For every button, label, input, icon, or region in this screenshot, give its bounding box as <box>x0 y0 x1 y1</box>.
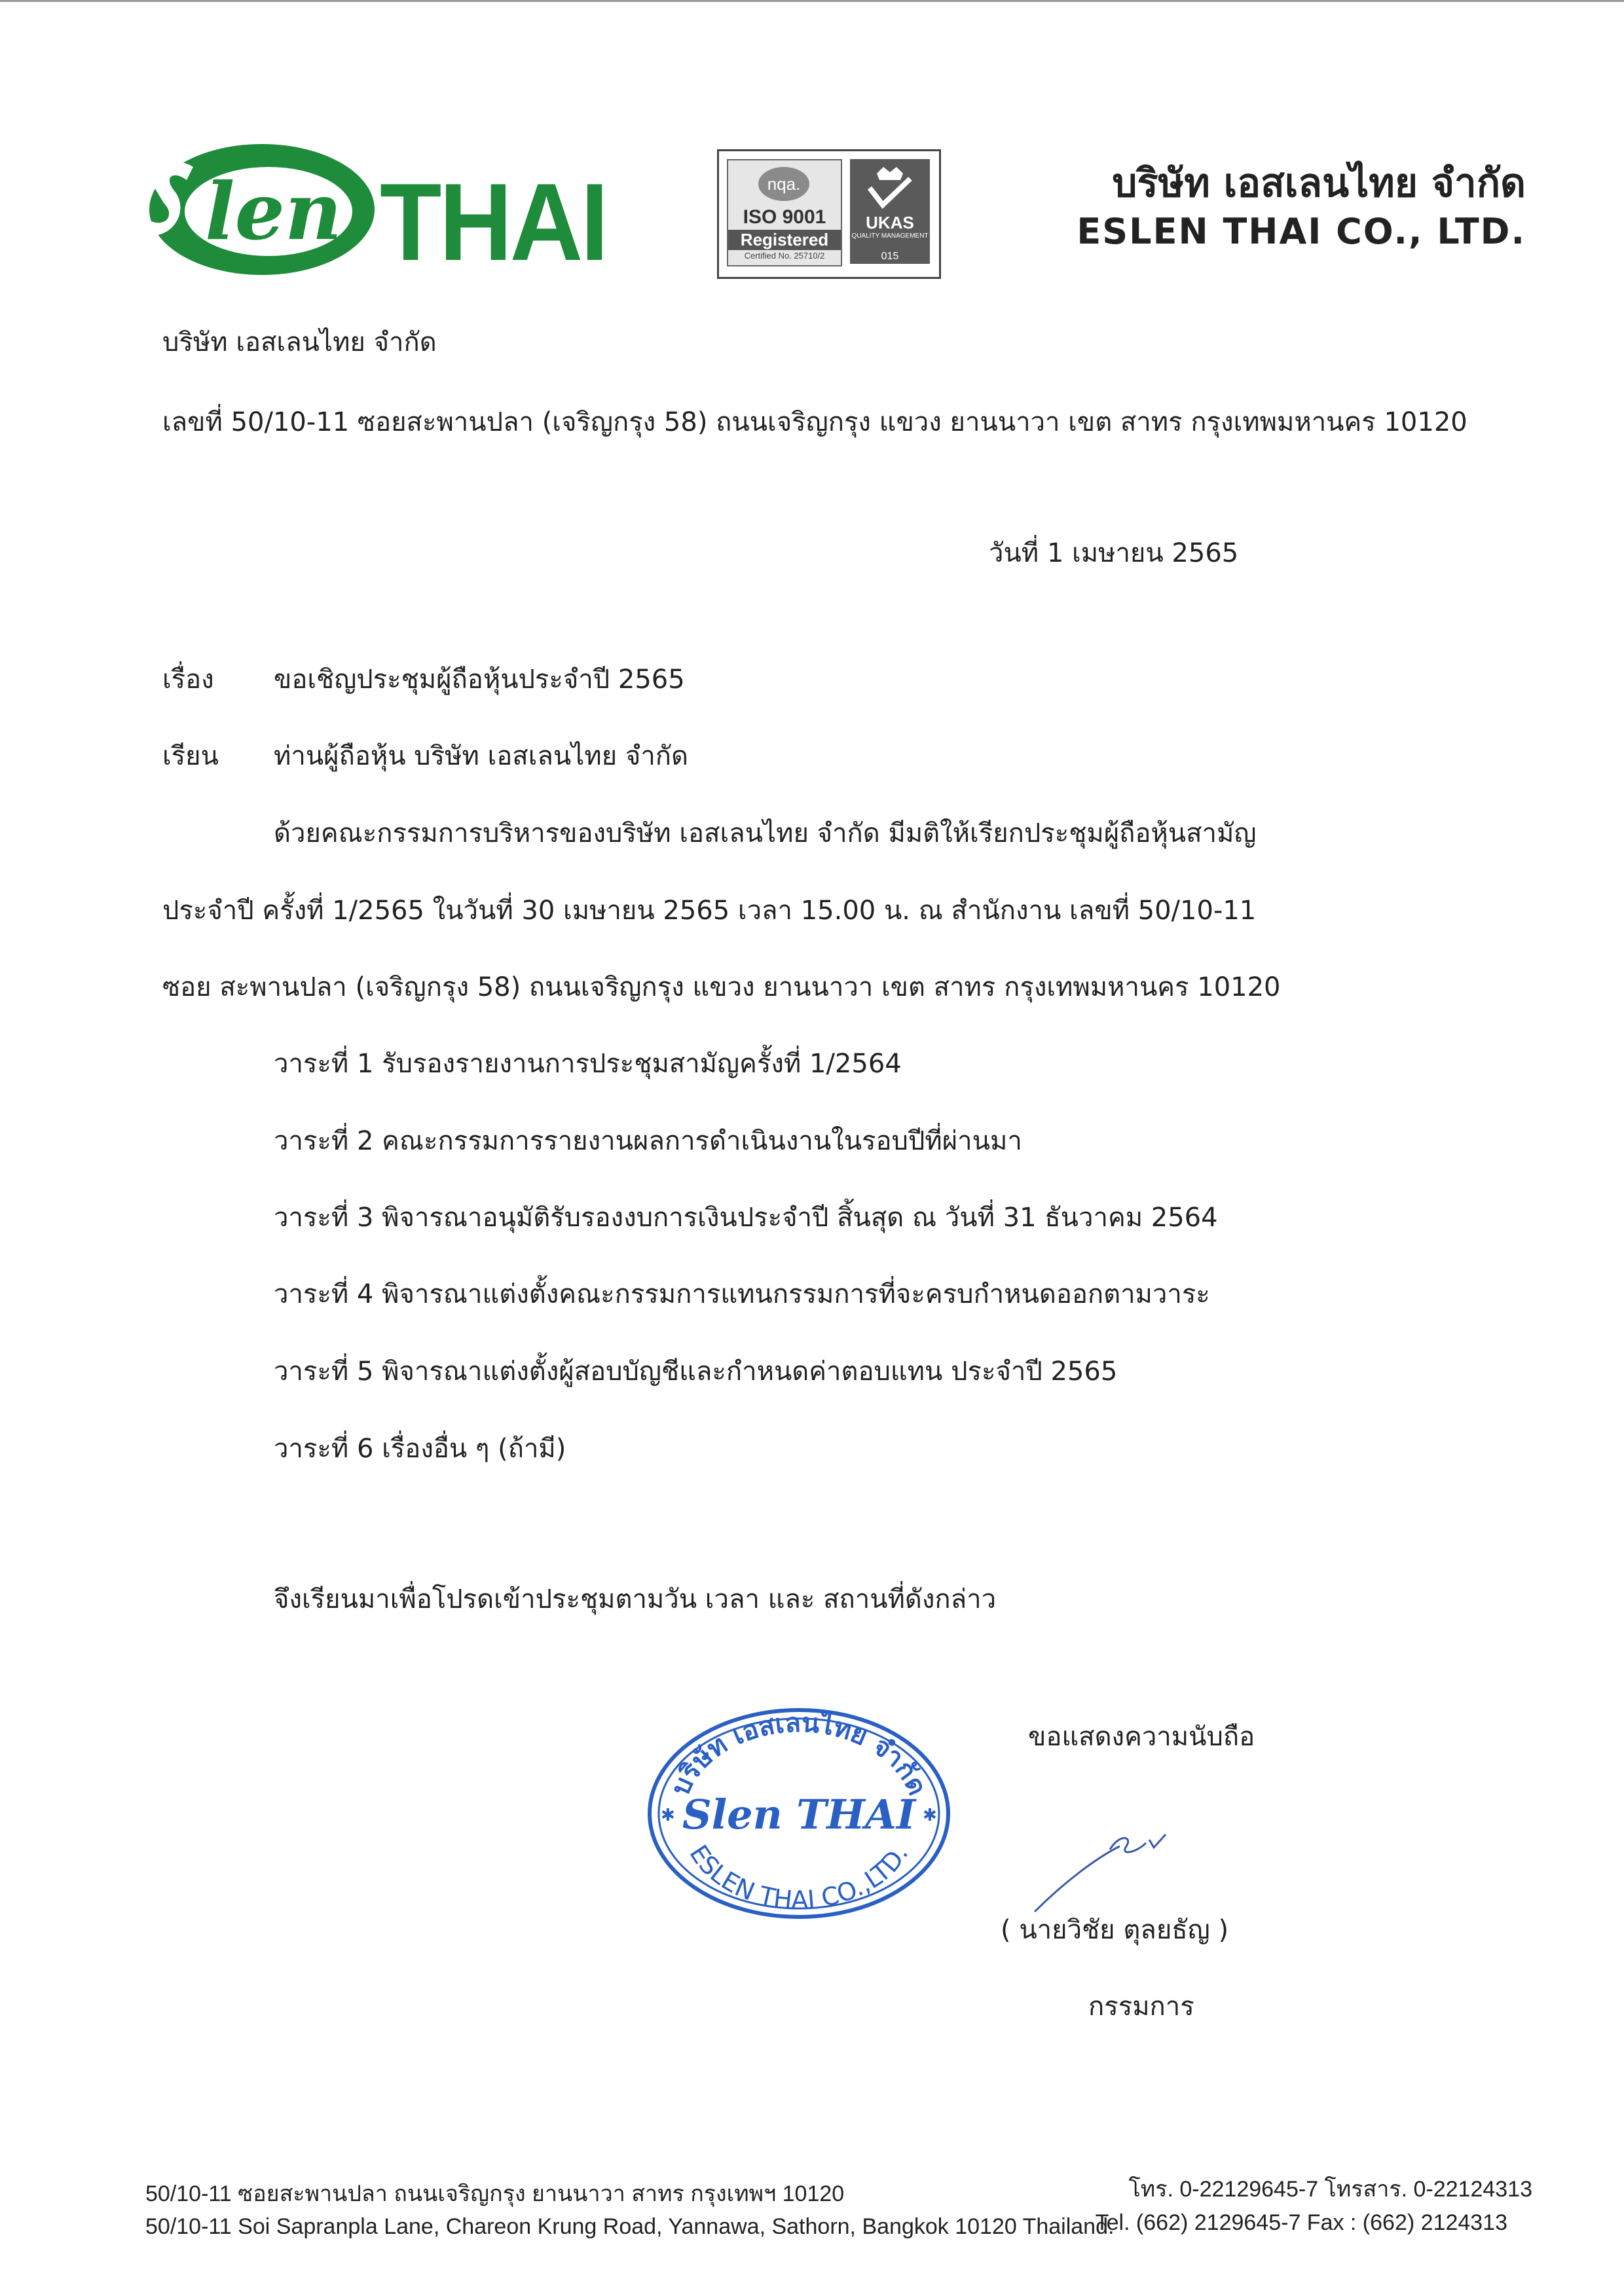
company-seal-stamp <box>645 1705 953 1922</box>
ukas-mark <box>850 159 930 264</box>
company-name-english: ESLEN THAI CO., LTD. <box>1077 211 1526 252</box>
sender-name: บริษัท เอสเลนไทย จำกัด <box>162 327 437 357</box>
signatory-name: ( นายวิชัย ตุลยธัญ ) <box>1001 1915 1229 1945</box>
stamp-logo-text: Slen THAI <box>682 1791 916 1838</box>
signatory-title: กรรมการ <box>1088 1992 1194 2022</box>
svg-text:len: len <box>205 166 342 258</box>
closing-text: จึงเรียนมาเพื่อโปรดเข้าประชุมตามวัน เวลา และ สถานที่ดังกล่าว <box>274 1584 997 1614</box>
iso-certification-badge <box>717 149 941 279</box>
agenda-item: วาระที่ 1 รับรองรายงานการประชุมสามัญครั้งที่ 1/2564 <box>274 1049 902 1079</box>
stamp-top-text <box>665 1708 932 1800</box>
nqa-logo: nqa. <box>758 167 809 201</box>
ukas-label: UKAS <box>866 213 914 232</box>
agenda-item: วาระที่ 5 พิจารณาแต่งตั้งผู้สอบบัญชีและกำหนดค่าตอบแทน ประจำปี 2565 <box>274 1357 1118 1387</box>
ukas-sub-label: QUALITY MANAGEMENT <box>851 232 929 240</box>
stamp-bottom-text <box>684 1840 913 1914</box>
regards-text: ขอแสดงความนับถือ <box>1028 1722 1255 1752</box>
subject-label: เรื่อง <box>162 665 214 695</box>
agenda-item: วาระที่ 3 พิจารณาอนุมัติรับรองงบการเงินประจำปี สิ้นสุด ณ วันที่ 31 ธันวาคม 2564 <box>274 1203 1218 1233</box>
sender-address: เลขที่ 50/10-11 ซอยสะพานปลา (เจริญกรุง 58) ถนนเจริญกรุง แขวง ยานนาวา เขต สาทร กรุงเทพมหานคร 10120 <box>162 407 1467 437</box>
iso-9001-mark <box>727 159 842 266</box>
footer-phone-thai: โทร. 0-22129645-7 โทรสาร. 0-22124313 <box>1128 2177 1532 2202</box>
registered-label: Registered <box>728 230 841 250</box>
letter-date: วันที่ 1 เมษายน 2565 <box>989 538 1239 568</box>
footer-phone-english: Tel. (662) 2129645-7 Fax : (662) 2124313 <box>1095 2210 1507 2235</box>
logo-wordmark: THAI <box>380 160 606 283</box>
ukas-number: 015 <box>881 251 899 262</box>
stamp-star-icon: ✱ <box>923 1806 937 1825</box>
slen-logo-icon <box>128 141 377 282</box>
footer-address-thai: 50/10-11 ซอยสะพานปลา ถนนเจริญกรุง ยานนาวา สาทร กรุงเทพฯ 10120 <box>145 2181 845 2206</box>
stamp-star-icon: ✱ <box>661 1806 675 1825</box>
agenda-item: วาระที่ 6 เรื่องอื่น ๆ (ถ้ามี) <box>274 1434 566 1464</box>
body-line-1: ด้วยคณะกรรมการบริหารของบริษัท เอสเลนไทย จำกัด มีมติให้เรียกประชุมผู้ถือหุ้นสามัญ <box>274 818 1257 848</box>
company-name-thai: บริษัท เอสเลนไทย จำกัด <box>1112 160 1526 206</box>
agenda-item: วาระที่ 4 พิจารณาแต่งตั้งคณะกรรมการแทนกรรมการที่จะครบกำหนดออกตามวาระ <box>274 1279 1210 1309</box>
crown-check-icon <box>850 159 930 211</box>
page-top-edge <box>0 0 1624 2</box>
recipient-text: ท่านผู้ถือหุ้น บริษัท เอสเลนไทย จำกัด <box>274 741 688 771</box>
subject-text: ขอเชิญประชุมผู้ถือหุ้นประจำปี 2565 <box>274 665 685 695</box>
body-line-2: ประจำปี ครั้งที่ 1/2565 ในวันที่ 30 เมษายน 2565 เวลา 15.00 น. ณ สำนักงาน เลขที่ 50/10-11 <box>162 896 1257 926</box>
handwritten-signature <box>1022 1813 1192 1918</box>
body-line-3: ซอย สะพานปลา (เจริญกรุง 58) ถนนเจริญกรุง แขวง ยานนาวา เขต สาทร กรุงเทพมหานคร 10120 <box>162 972 1281 1002</box>
recipient-label: เรียน <box>162 741 219 771</box>
agenda-item: วาระที่ 2 คณะกรรมการรายงานผลการดำเนินงานในรอบปีที่ผ่านมา <box>274 1126 1022 1156</box>
company-logo <box>128 141 606 283</box>
footer-address-english: 50/10-11 Soi Sapranpla Lane, Chareon Krung Road, Yannawa, Sathorn, Bangkok 10120 Thailand. <box>145 2214 1115 2239</box>
stamp-bottom-textpath: ESLEN THAI CO.,LTD. <box>684 1840 914 1915</box>
stamp-top-textpath: บริษัท เอสเลนไทย จำกัด <box>665 1707 932 1800</box>
iso-label: ISO 9001 <box>743 206 826 228</box>
certified-no: Certified No. 25710/2 <box>744 251 825 261</box>
